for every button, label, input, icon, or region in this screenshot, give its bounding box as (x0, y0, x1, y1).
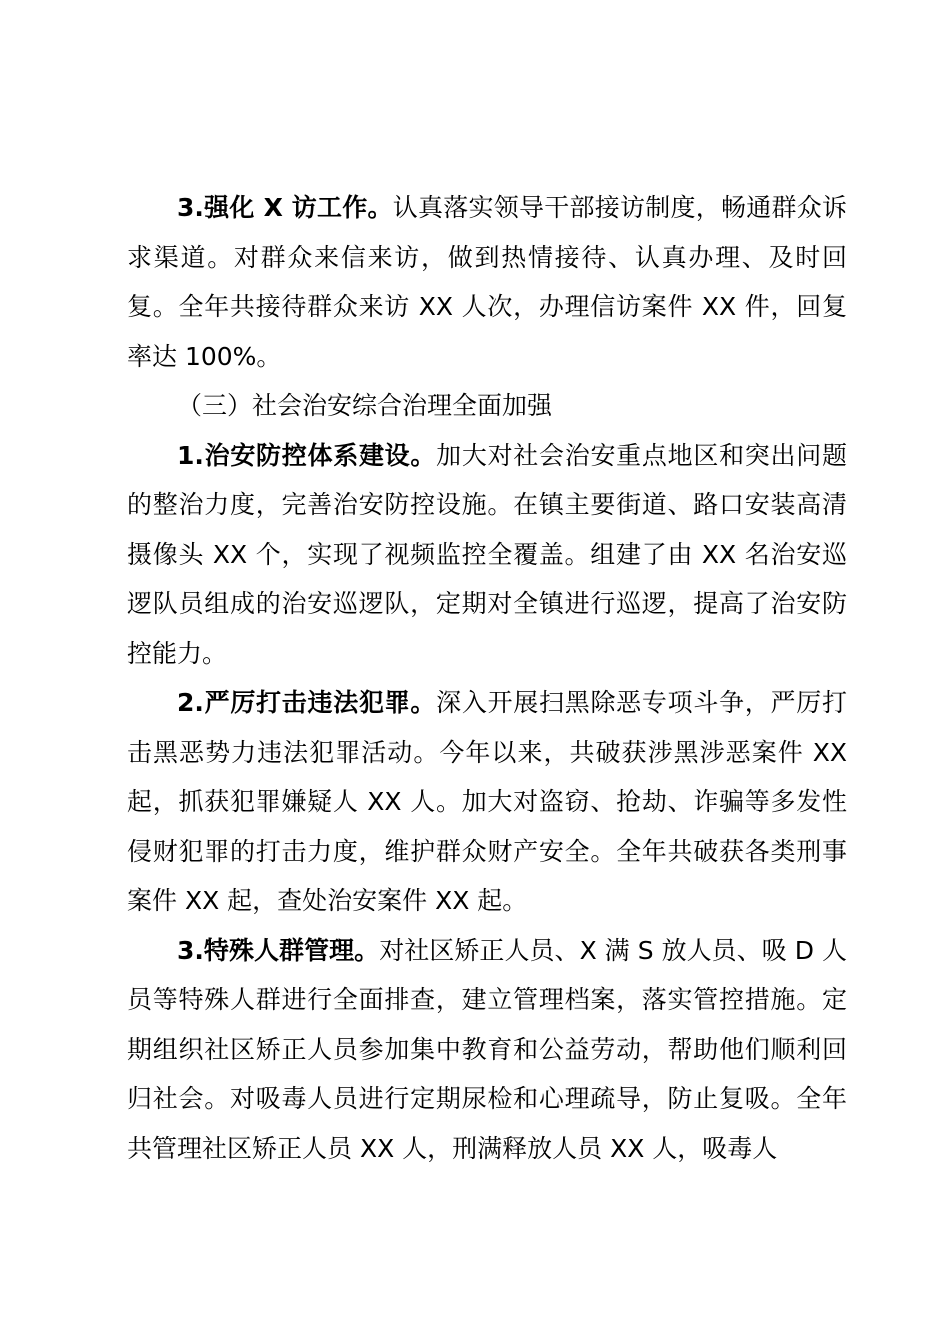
paragraph-crime-crackdown (127, 678, 847, 926)
paragraph-text: 认真落实领导干部接访制度，畅通群众诉求渠道。对群众来信来访，做到热情接待、认真办理、及时回复。全年共接待群众来访 XX 人次，办理信访案件 XX 件，回复率达 100%。 (127, 193, 847, 371)
paragraph-text: 深入开展扫黑除恶专项斗争，严厉打击黑恶势力违法犯罪活动。今年以来，共破获涉黑涉恶案件 XX 起，抓获犯罪嫌疑人 XX 人。加大对盗窃、抢劫、诈骗等多发性侵财犯罪的打击力度，维护群众财产安全。全年共破获各类刑事案件 XX 起，查处治安案件 XX 起。 (127, 688, 847, 915)
paragraph-heading: 3.强化 X 访工作。 (177, 193, 393, 222)
paragraph-heading: 2.严厉打击违法犯罪。 (177, 688, 437, 717)
paragraph-text: 加大对社会治安重点地区和突出问题的整治力度，完善治安防控设施。在镇主要街道、路口安装高清摄像头 XX 个，实现了视频监控全覆盖。组建了由 XX 名治安巡逻队员组成的治安巡逻队，定期对全镇进行巡逻，提高了治安防控能力。 (127, 440, 847, 668)
paragraph-special-groups (127, 926, 847, 1174)
section-heading-public-security (127, 381, 847, 431)
section-heading-text: （三）社会治安综合治理全面加强 (177, 391, 553, 420)
paragraph-heading: 3.特殊人群管理。 (177, 935, 380, 965)
document-body (127, 183, 847, 1173)
paragraph-text: 对社区矫正人员、X 满 S 放人员、吸 D 人员等特殊人群进行全面排查，建立管理档案，落实管控措施。定期组织社区矫正人员参加集中教育和公益劳动，帮助他们顺利回归社会。对吸毒人员进行定期尿检和心理疏导，防止复吸。全年共管理社区矫正人员 XX 人，刑满释放人员 XX 人，吸毒人 (127, 935, 847, 1163)
paragraph-petition-work (127, 183, 847, 381)
paragraph-heading: 1.治安防控体系建设。 (177, 440, 437, 470)
paragraph-security-prevention (127, 431, 847, 679)
